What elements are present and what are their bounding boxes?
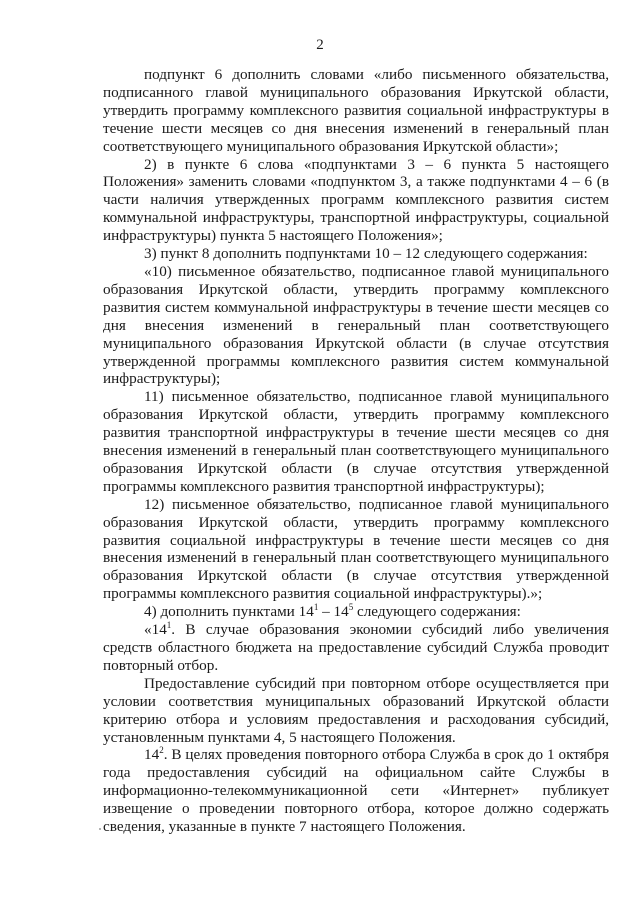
superscript: 2 (159, 745, 164, 756)
paragraph-item-14-1-text: . В случае образования экономии субсидий либо увеличения средств областного бюджета на предоставление субсидий Служба проводит повторный отбор. (103, 621, 609, 674)
paragraph-item-14-1 (103, 621, 609, 675)
paragraph-repeat-selection-conditions: Предоставление субсидий при повторном отборе осуществляется при условии соответствия муниципальных образований Иркутской области критерию отбора и условиям предоставления и расходования субсидий, установленным пунктами 4, 5 настоящего Положения. (103, 674, 609, 746)
paragraph-item-14-2-text: . В целях проведения повторного отбора Служба в срок до 1 октября года предоставления субсидий на официальном сайте Службы в информационно-телекоммуникационной сети «Интернет» публикует извещение о проведении повторного отбора, которое должно содержать сведения, указанные в пункте 7 настоящего Положения. (103, 746, 609, 836)
superscript: 5 (348, 602, 354, 613)
paragraph-item-2: 2) в пункте 6 слова «подпунктами 3 – 6 пункта 5 настоящего Положения» заменить словами «подпунктом 3, а также подпунктами 4 – 6 (в части наличия утвержденных программ комплексного развития систем коммунальной инфраструктуры, транспортной инфраструктуры, социальной инфраструктуры) пункта 5 настоящего Положения»; (103, 155, 609, 245)
document-body (103, 66, 609, 836)
paragraph-item-4 (103, 603, 609, 621)
paragraph-subitem-6-addition: подпункт 6 дополнить словами «либо письменного обязательства, подписанного главой муниципального образования Иркутской области, утвердить программу комплексного развития социальной инфраструктуры в течение шести месяцев со дня внесения изменений в генеральный план соответствующего муниципального образования Иркутской области»; (103, 66, 609, 155)
paragraph-subitem-12: 12) письменное обязательство, подписанное главой муниципального образования Иркутской области, утвердить программу комплексного развития социальной инфраструктуры в течение шести месяцев со дня внесения изменений в генеральный план соответствующего муниципального образования Иркутской области (в случае отсутствия утвержденной программы комплексного развития социальной инфраструктуры).»; (103, 495, 609, 603)
paragraph-item-14-2 (103, 746, 609, 836)
paragraph-item-4-suffix: следующего содержания: (353, 603, 521, 621)
scan-speck (99, 828, 101, 830)
paragraph-item-3: 3) пункт 8 дополнить подпунктами 10 – 12 следующего содержания: (144, 245, 588, 263)
superscript: 1 (313, 602, 319, 613)
paragraph-item-14-1-prefix: «14 (144, 621, 167, 639)
paragraph-item-4-prefix: 4) дополнить пунктами 14 (144, 603, 314, 621)
paragraph-subitem-11: 11) письменное обязательство, подписанное главой муниципального образования Иркутской области, утвердить программу комплексного развития транспортной инфраструктуры в течение шести месяцев со дня внесения изменений в генеральный план соответствующего муниципального образования Иркутской области (в случае отсутствия утвержденной программы комплексного развития транспортной инфраструктуры); (103, 388, 609, 495)
paragraph-subitem-10: «10) письменное обязательство, подписанное главой муниципального образования Иркутской области, утвердить программу комплексного развития систем коммунальной инфраструктуры в течение шести месяцев со дня внесения изменений в генеральный план соответствующего муниципального образования Иркутской области (в случае отсутствия утвержденной программы комплексного развития систем коммунальной инфраструктуры); (103, 262, 609, 388)
superscript: 1 (166, 620, 172, 631)
paragraph-item-4-mid: – 14 (318, 603, 349, 621)
page-number: 2 (316, 37, 324, 53)
paragraph-item-14-2-prefix: 14 (144, 746, 160, 764)
